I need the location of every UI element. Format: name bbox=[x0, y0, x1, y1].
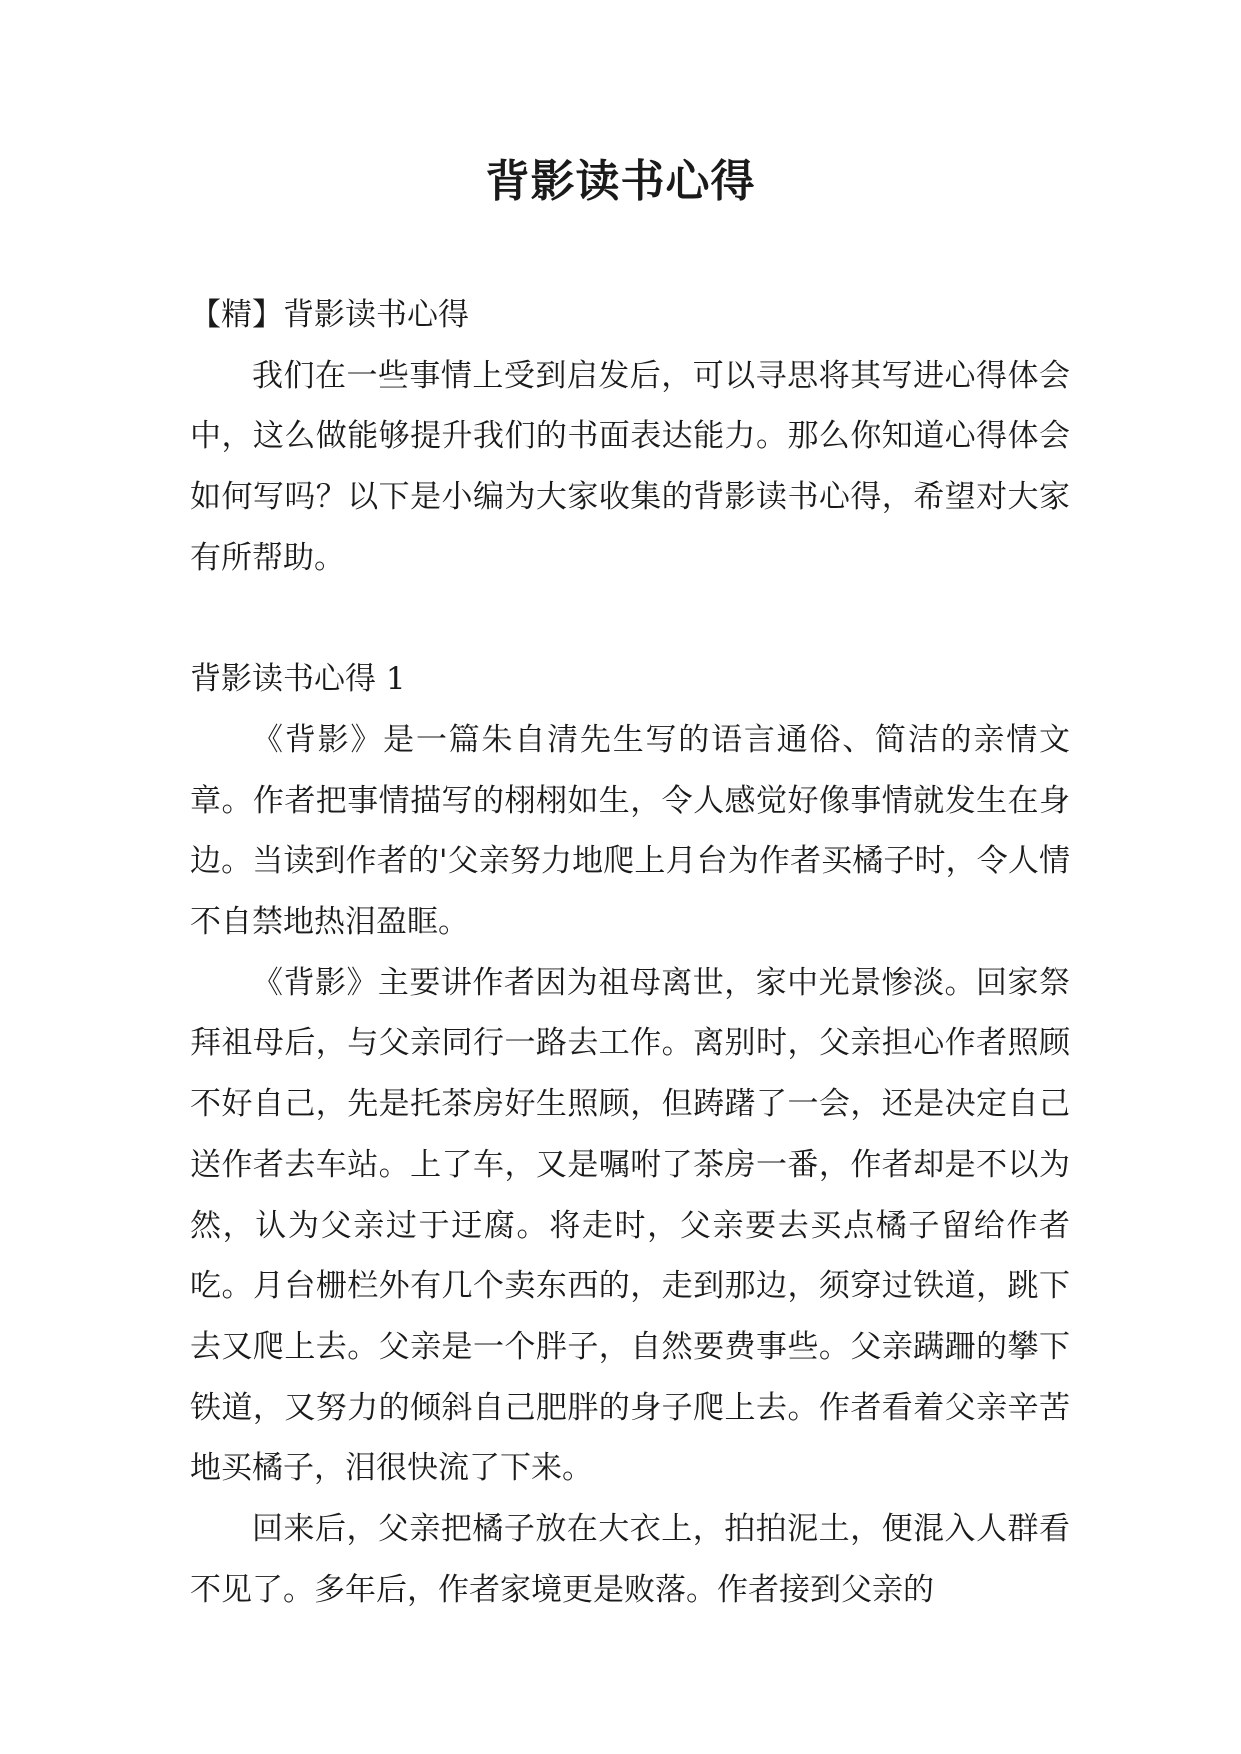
body-paragraph-1: 《背影》是一篇朱自清先生写的语言通俗、简洁的亲情文章。作者把事情描写的栩栩如生，令人感觉好像事情就发生在身边。当读到作者的'父亲努力地爬上月台为作者买橘子时，令人情不自禁地热泪盈眶。 bbox=[190, 721, 1070, 941]
paragraph-spacer bbox=[190, 589, 1070, 650]
document-subtitle: 【精】背影读书心得 bbox=[190, 297, 469, 333]
intro-paragraph: 我们在一些事情上受到启发后，可以寻思将其写进心得体会中，这么做能够提升我们的书面表达能力。那么你知道心得体会如何写吗？以下是小编为大家收集的背影读书心得，希望对大家有所帮助。 bbox=[190, 357, 1070, 576]
document-title: 背影读书心得 bbox=[485, 156, 756, 207]
body-paragraph-3: 回来后，父亲把橘子放在大衣上，拍拍泥土，便混入人群看不见了。多年后，作者家境更是败落。作者接到父亲的 bbox=[190, 1511, 1070, 1608]
body-paragraph-2: 《背影》主要讲作者因为祖母离世，家中光景惨淡。回家祭拜祖母后，与父亲同行一路去工作。离别时，父亲担心作者照顾不好自己，先是托茶房好生照顾，但踌躇了一会，还是决定自己送作者去车站。上了车，又是嘱咐了茶房一番，作者却是不以为然，认为父亲过于迂腐。将走时，父亲要去买点橘子留给作者吃。月台栅栏外有几个卖东西的，走到那边，须穿过铁道，跳下去又爬上去。父亲是一个胖子，自然要费事些。父亲蹒跚的攀下铁道，又努力的倾斜自己肥胖的身子爬上去。作者看着父亲辛苦地买橘子，泪很快流了下来。 bbox=[190, 964, 1070, 1487]
document-body bbox=[190, 285, 1070, 1620]
section-heading: 背影读书心得 1 bbox=[190, 661, 406, 698]
